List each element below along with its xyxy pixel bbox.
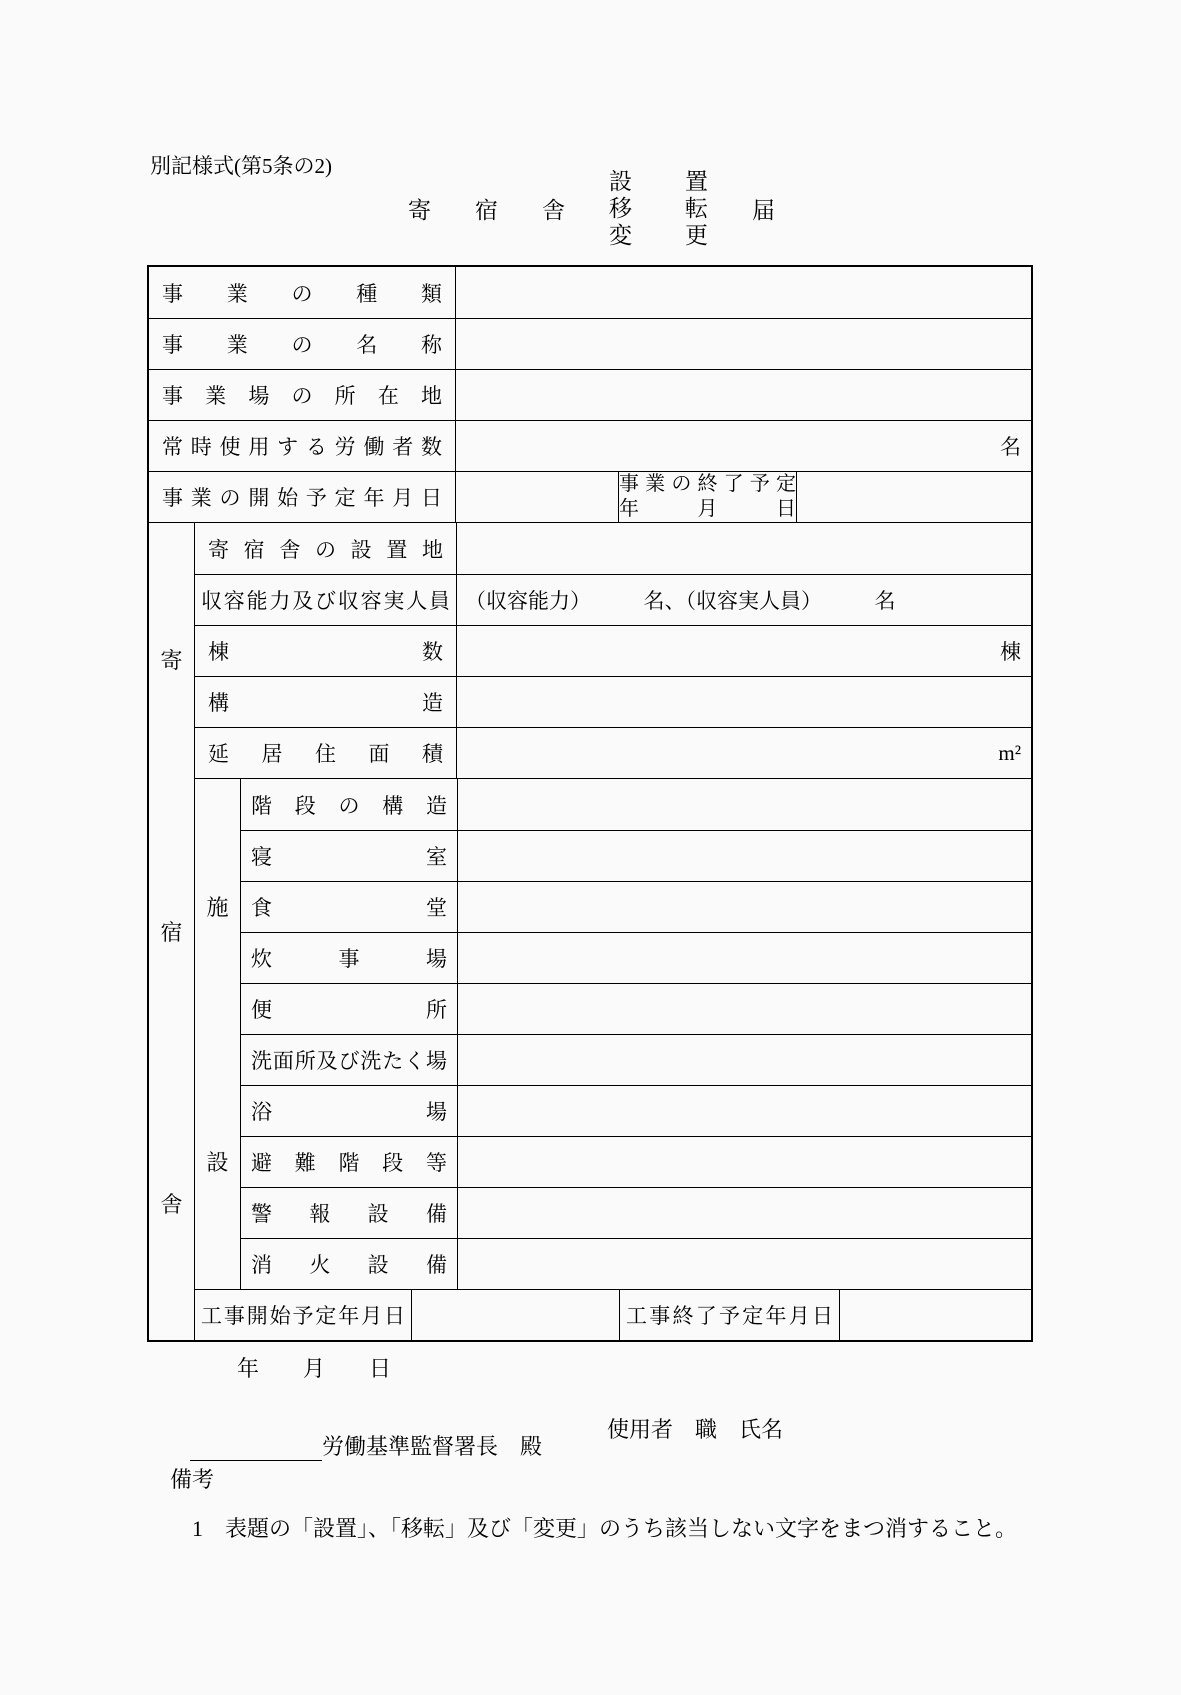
unit-tou: 棟 [1000, 640, 1021, 664]
row-construction-dates [195, 1289, 1031, 1340]
business-end-date-label: 事業の終了予定 年 月 日 [619, 473, 796, 520]
row-floor-area-value [456, 728, 1031, 778]
form-number: 別記様式(第5条の2) [150, 154, 332, 178]
construction-start-value [411, 1290, 619, 1340]
row-structure-value [456, 677, 1031, 727]
date-line: 年 月 日 [237, 1356, 392, 1381]
row-washroom-laundry: 洗面所及び洗たく場 [241, 1034, 1031, 1085]
row-worker-count-value [455, 421, 1031, 471]
office-honorific: 殿 [520, 1434, 543, 1459]
title-char-shuku: 宿 [475, 198, 498, 223]
title-char-kii: 寄 [408, 198, 431, 223]
row-workplace-address [149, 369, 1031, 420]
row-workplace-address-label: 事業場の所在地 [162, 384, 442, 408]
row-building-count: 棟数 棟 [195, 625, 1031, 676]
row-business-name-value [455, 319, 1031, 369]
row-firefighting-equipment: 消火設備 [241, 1238, 1031, 1289]
notes-title: 備考 [170, 1467, 215, 1492]
business-end-date-value [796, 472, 1031, 522]
office-name-blank-underline [190, 1438, 322, 1461]
title-option-relocate: 移 転 [609, 196, 708, 221]
row-capacity: 収容能力及び収容実人員 （収容能力） 名、（収容実人員） 名 [195, 574, 1031, 625]
title-option-establish: 設 置 [609, 169, 708, 194]
note-1: 1 表題の「設置」、「移転」及び「変更」のうち該当しない文字をまつ消すること。 [192, 1516, 1018, 1541]
dormitory-section [149, 522, 1031, 1340]
row-business-type-label: 事業の種類 [162, 281, 442, 306]
construction-end-label: 工事終了予定年月日 [619, 1290, 839, 1340]
row-workplace-address-value [455, 370, 1031, 420]
row-business-start-date [149, 471, 1031, 522]
employer-signature-line: 使用者 職 氏名 [607, 1417, 784, 1442]
row-emergency-stairs: 避難階段等 [241, 1136, 1031, 1187]
row-dining-hall: 食堂 [241, 881, 1031, 932]
row-business-type [149, 267, 1031, 318]
row-business-start-date-label: 事業の開始予定年月日 [162, 486, 442, 510]
title-option-change: 変 更 [609, 223, 708, 248]
construction-start-label: 工事開始予定年月日 [201, 1304, 405, 1328]
form-title [408, 168, 775, 249]
facilities-rows [240, 779, 1031, 1289]
row-dorm-location-value [456, 523, 1031, 574]
title-char-sha: 舎 [542, 198, 565, 223]
row-business-name-label: 事業の名称 [162, 333, 442, 357]
facilities-side-label: 施 設 [206, 895, 229, 1175]
row-business-name [149, 318, 1031, 369]
row-structure: 構造 [195, 676, 1031, 727]
row-bedroom: 寝室 [241, 830, 1031, 881]
row-capacity-value: （収容能力） 名、（収容実人員） 名 [456, 575, 1031, 625]
dormitory-section-content [194, 523, 1031, 1340]
row-stair-structure: 階段の構造 [241, 779, 1031, 830]
title-char-todoke: 届 [752, 198, 775, 223]
row-worker-count [149, 420, 1031, 471]
facilities-block [195, 778, 1031, 1289]
row-business-type-value [455, 267, 1031, 318]
row-dorm-location: 寄宿舎の設置地 [195, 523, 1031, 574]
row-toilet: 便所 [241, 983, 1031, 1034]
dormitory-side-label: 寄 宿 舎 [160, 647, 183, 1218]
labor-standards-office-line [190, 1430, 542, 1461]
unit-square-meter: m² [998, 740, 1021, 765]
title-option-stack [609, 168, 708, 249]
row-building-count-value [456, 626, 1031, 676]
office-label: 労働基準監督署長 [322, 1434, 499, 1459]
construction-end-value [839, 1290, 1031, 1340]
row-worker-count-label: 常時使用する労働者数 [162, 435, 442, 459]
unit-mei: 名 [1000, 435, 1021, 459]
form-table [147, 265, 1033, 1342]
row-business-start-date-value [455, 472, 618, 522]
row-floor-area: 延居住面積 m² [195, 727, 1031, 778]
row-alarm-equipment: 警報設備 [241, 1187, 1031, 1238]
row-kitchen: 炊事場 [241, 932, 1031, 983]
row-bathhouse: 浴場 [241, 1085, 1031, 1136]
